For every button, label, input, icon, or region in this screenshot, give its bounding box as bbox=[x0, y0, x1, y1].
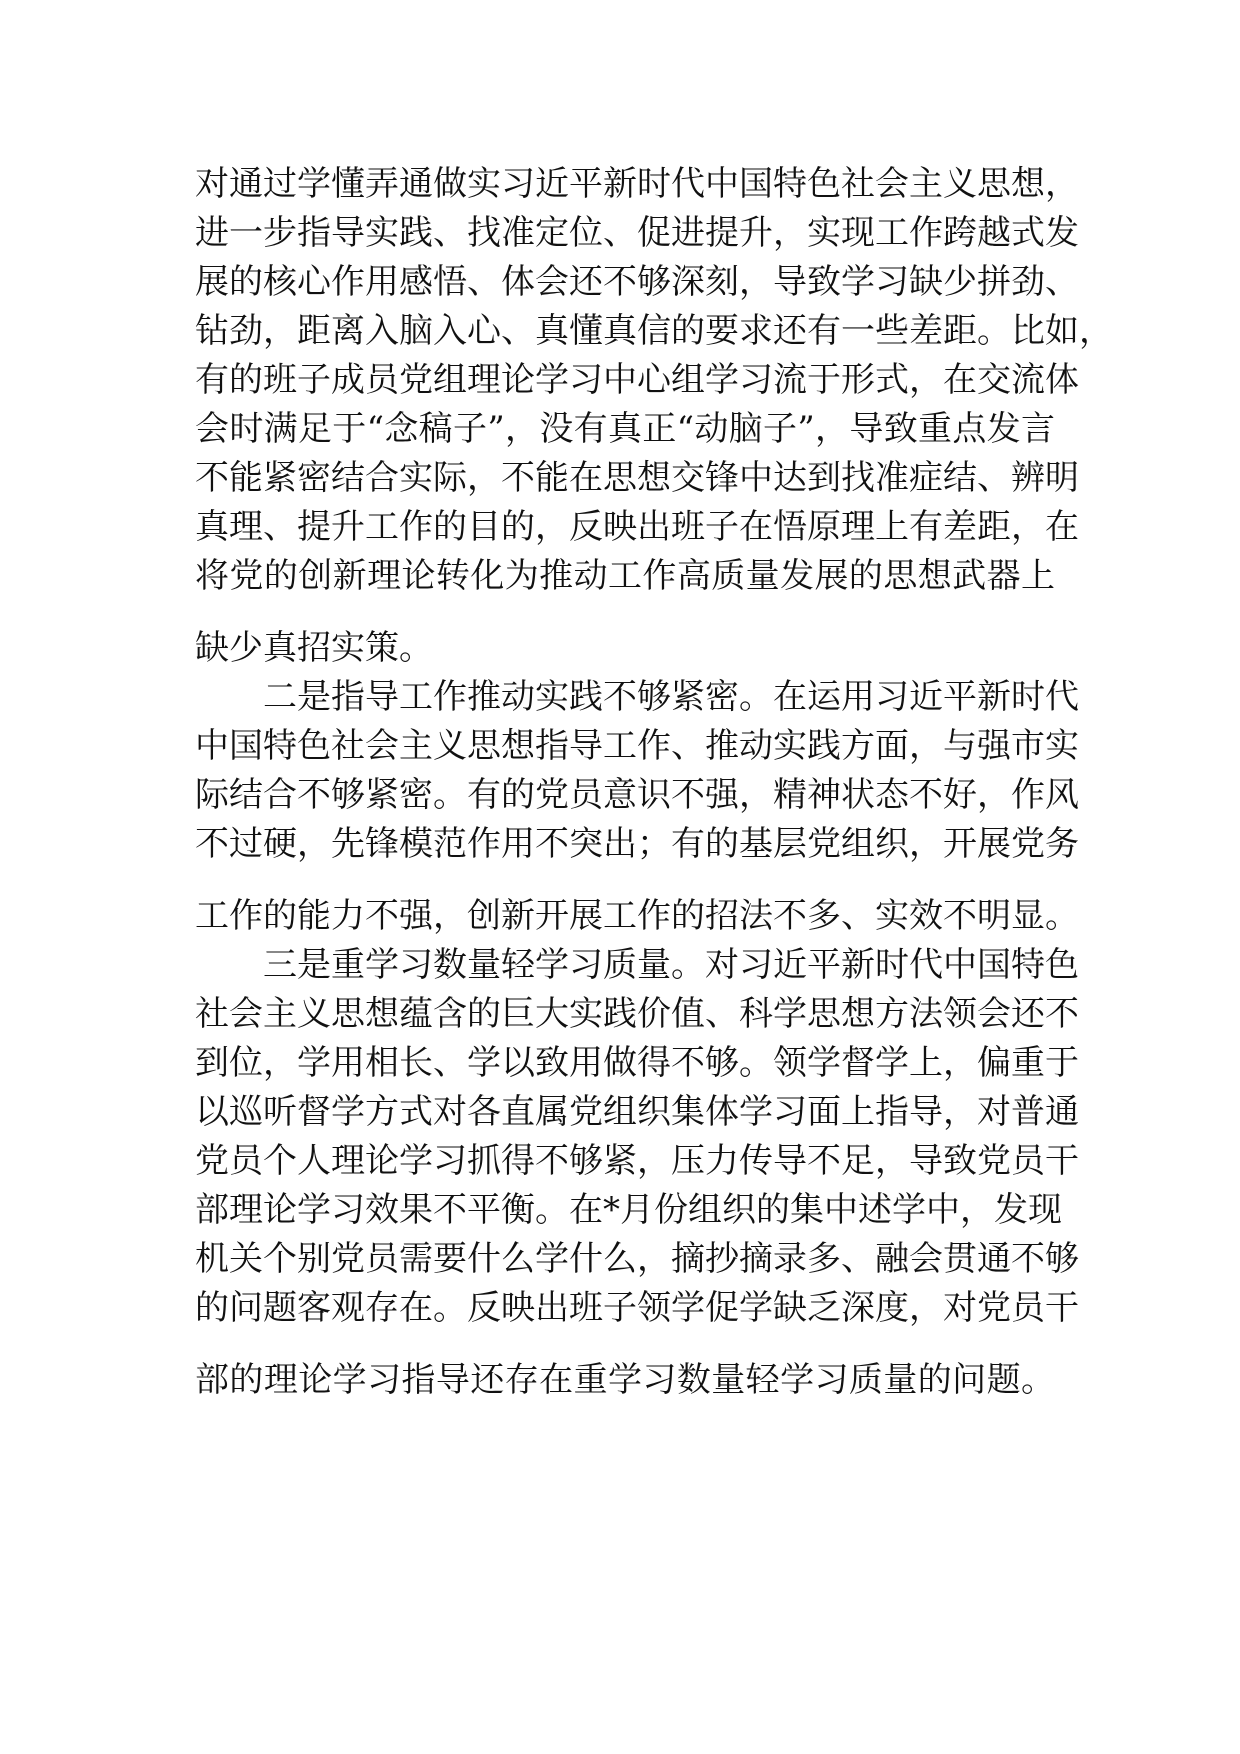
paragraph-heading-line: 二是指导工作推动实践不够紧密。在运用习近平新时代 bbox=[263, 677, 1079, 717]
text-line: 党员个人理论学习抓得不够紧，压力传导不足，导致党员干 bbox=[195, 1141, 1079, 1181]
text-line: 不过硬，先锋模范作用不突出；有的基层党组织，开展党务 bbox=[195, 824, 1079, 864]
text-line: 钻劲，距离入脑入心、真懂真信的要求还有一些差距。比如， bbox=[195, 311, 1113, 351]
paragraph-heading-line: 三是重学习数量轻学习质量。对习近平新时代中国特色 bbox=[263, 945, 1079, 985]
text-line: 机关个别党员需要什么学什么，摘抄摘录多、融会贯通不够 bbox=[195, 1239, 1079, 1279]
text-line: 工作的能力不强，创新开展工作的招法不多、实效不明显。 bbox=[195, 896, 1079, 936]
text-line: 真理、提升工作的目的，反映出班子在悟原理上有差距，在 bbox=[195, 507, 1079, 547]
text-line: 会时满足于“念稿子”，没有真正“动脑子”，导致重点发言 bbox=[195, 409, 1055, 449]
text-line: 部理论学习效果不平衡。在*月份组织的集中述学中，发现 bbox=[195, 1190, 1062, 1230]
text-line: 到位，学用相长、学以致用做得不够。领学督学上，偏重于 bbox=[195, 1043, 1079, 1083]
text-line: 有的班子成员党组理论学习中心组学习流于形式，在交流体 bbox=[195, 360, 1079, 400]
text-line: 以巡听督学方式对各直属党组织集体学习面上指导，对普通 bbox=[195, 1092, 1079, 1132]
text-line: 社会主义思想蕴含的巨大实践价值、科学思想方法领会还不 bbox=[195, 994, 1079, 1034]
text-line: 缺少真招实策。 bbox=[195, 628, 433, 668]
text-line: 展的核心作用感悟、体会还不够深刻，导致学习缺少拼劲、 bbox=[195, 262, 1079, 302]
text-line: 的问题客观存在。反映出班子领学促学缺乏深度，对党员干 bbox=[195, 1288, 1079, 1328]
text-line: 进一步指导实践、找准定位、促进提升，实现工作跨越式发 bbox=[195, 213, 1079, 253]
body-text bbox=[195, 160, 1113, 1405]
text-line: 际结合不够紧密。有的党员意识不强，精神状态不好，作风 bbox=[195, 775, 1079, 815]
text-line: 中国特色社会主义思想指导工作、推动实践方面，与强市实 bbox=[195, 726, 1079, 766]
text-line: 将党的创新理论转化为推动工作高质量发展的思想武器上 bbox=[195, 556, 1055, 596]
text-line: 部的理论学习指导还存在重学习数量轻学习质量的问题。 bbox=[195, 1360, 1055, 1400]
text-line: 对通过学懂弄通做实习近平新时代中国特色社会主义思想， bbox=[195, 164, 1079, 204]
text-line: 不能紧密结合实际，不能在思想交锋中达到找准症结、辨明 bbox=[195, 458, 1079, 498]
